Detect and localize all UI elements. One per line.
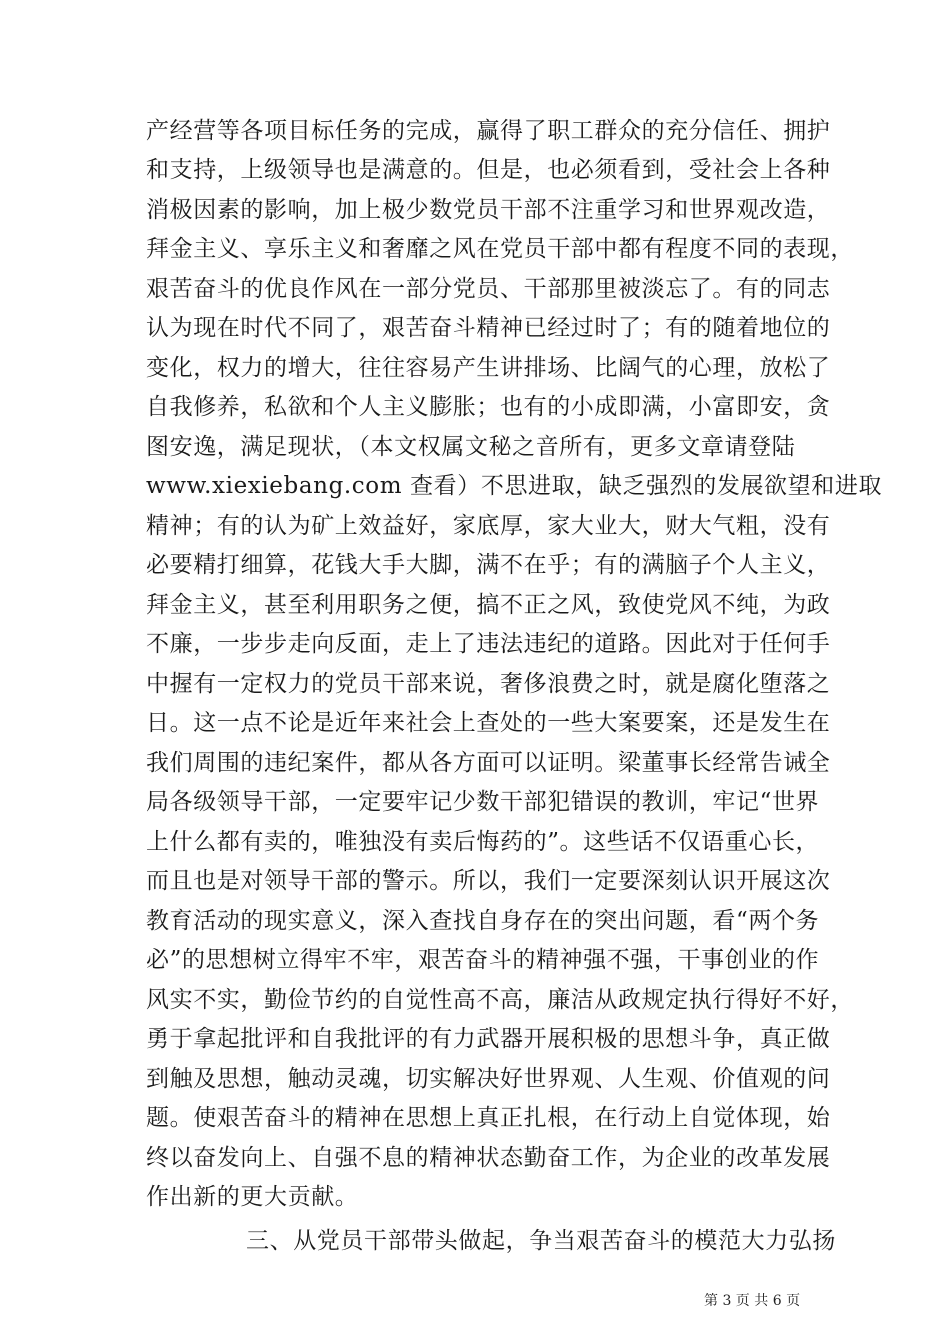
body-text-line: 不廉，一步步走向反面，走上了违法违纪的道路。因此对于任何手 [146, 631, 831, 657]
body-text-line: 我们周围的违纪案件，都从各方面可以证明。梁董事长经常告诫全 [146, 750, 831, 776]
body-text-line: 拜金主义、享乐主义和奢靡之风在党员干部中都有程度不同的表现， [146, 236, 854, 262]
body-text-line: 作出新的更大贡献。 [146, 1184, 359, 1210]
body-text-line: 局各级领导干部，一定要牢记少数干部犯错误的教训，牢记“世界 [146, 789, 820, 815]
body-text-line: 中握有一定权力的党员干部来说，奢侈浪费之时，就是腐化堕落之 [146, 671, 831, 697]
body-text-line: 而且也是对领导干部的警示。所以，我们一定要深刻认识开展这次 [146, 868, 831, 894]
body-text-line: 消极因素的影响，加上极少数党员干部不注重学习和世界观改造， [146, 197, 831, 223]
body-text-line: 认为现在时代不同了，艰苦奋斗精神已经过时了；有的随着地位的 [146, 315, 831, 341]
body-text-line: 自我修养，私欲和个人主义膨胀；也有的小成即满，小富即安，贪 [146, 394, 831, 420]
body-text-line: 拜金主义，甚至利用职务之便，搞不正之风，致使党风不纯，为政 [146, 592, 831, 618]
body-text-line: www.xiexiebang.com 查看）不思进取，缺乏强烈的发展欲望和进取 [146, 473, 883, 499]
body-text-line: 风实不实，勤俭节约的自觉性高不高，廉洁从政规定执行得好不好， [146, 987, 854, 1013]
body-text-line: 上什么都有卖的，唯独没有卖后悔药的”。这些话不仅语重心长， [146, 829, 820, 855]
body-text-line: 图安逸，满足现状，（本文权属文秘之音所有，更多文章请登陆 [146, 434, 796, 460]
body-text-line: 题。使艰苦奋斗的精神在思想上真正扎根，在行动上自觉体现，始 [146, 1105, 831, 1131]
body-text-line: 精神；有的认为矿上效益好，家底厚，家大业大，财大气粗，没有 [146, 513, 831, 539]
section-heading: 三、从党员干部带头做起，争当艰苦奋斗的模范大力弘扬 [246, 1228, 836, 1254]
body-text-line: 产经营等各项目标任务的完成，赢得了职工群众的充分信任、拥护 [146, 118, 831, 144]
body-text-line: 终以奋发向上、自强不息的精神状态勤奋工作，为企业的改革发展 [146, 1145, 831, 1171]
body-text-line: 变化，权力的增大，往往容易产生讲排场、比阔气的心理，放松了 [146, 355, 831, 381]
body-text-line: 必”的思想树立得牢不牢，艰苦奋斗的精神强不强，干事创业的作 [146, 947, 820, 973]
body-text-line: 和支持，上级领导也是满意的。但是，也必须看到，受社会上各种 [146, 157, 831, 183]
page-number-footer: 第 3 页 共 6 页 [704, 1293, 801, 1309]
body-text-line: 日。这一点不论是近年来社会上查处的一些大案要案，还是发生在 [146, 710, 831, 736]
body-text-line: 到触及思想，触动灵魂，切实解决好世界观、人生观、价值观的问 [146, 1066, 831, 1092]
body-text-line: 必要精打细算，花钱大手大脚，满不在乎；有的满脑子个人主义， [146, 552, 831, 578]
body-text-line: 教育活动的现实意义，深入查找自身存在的突出问题，看“两个务 [146, 908, 820, 934]
body-text-line: 艰苦奋斗的优良作风在一部分党员、干部那里被淡忘了。有的同志 [146, 276, 831, 302]
body-text-line: 勇于拿起批评和自我批评的有力武器开展积极的思想斗争，真正做 [146, 1026, 831, 1052]
